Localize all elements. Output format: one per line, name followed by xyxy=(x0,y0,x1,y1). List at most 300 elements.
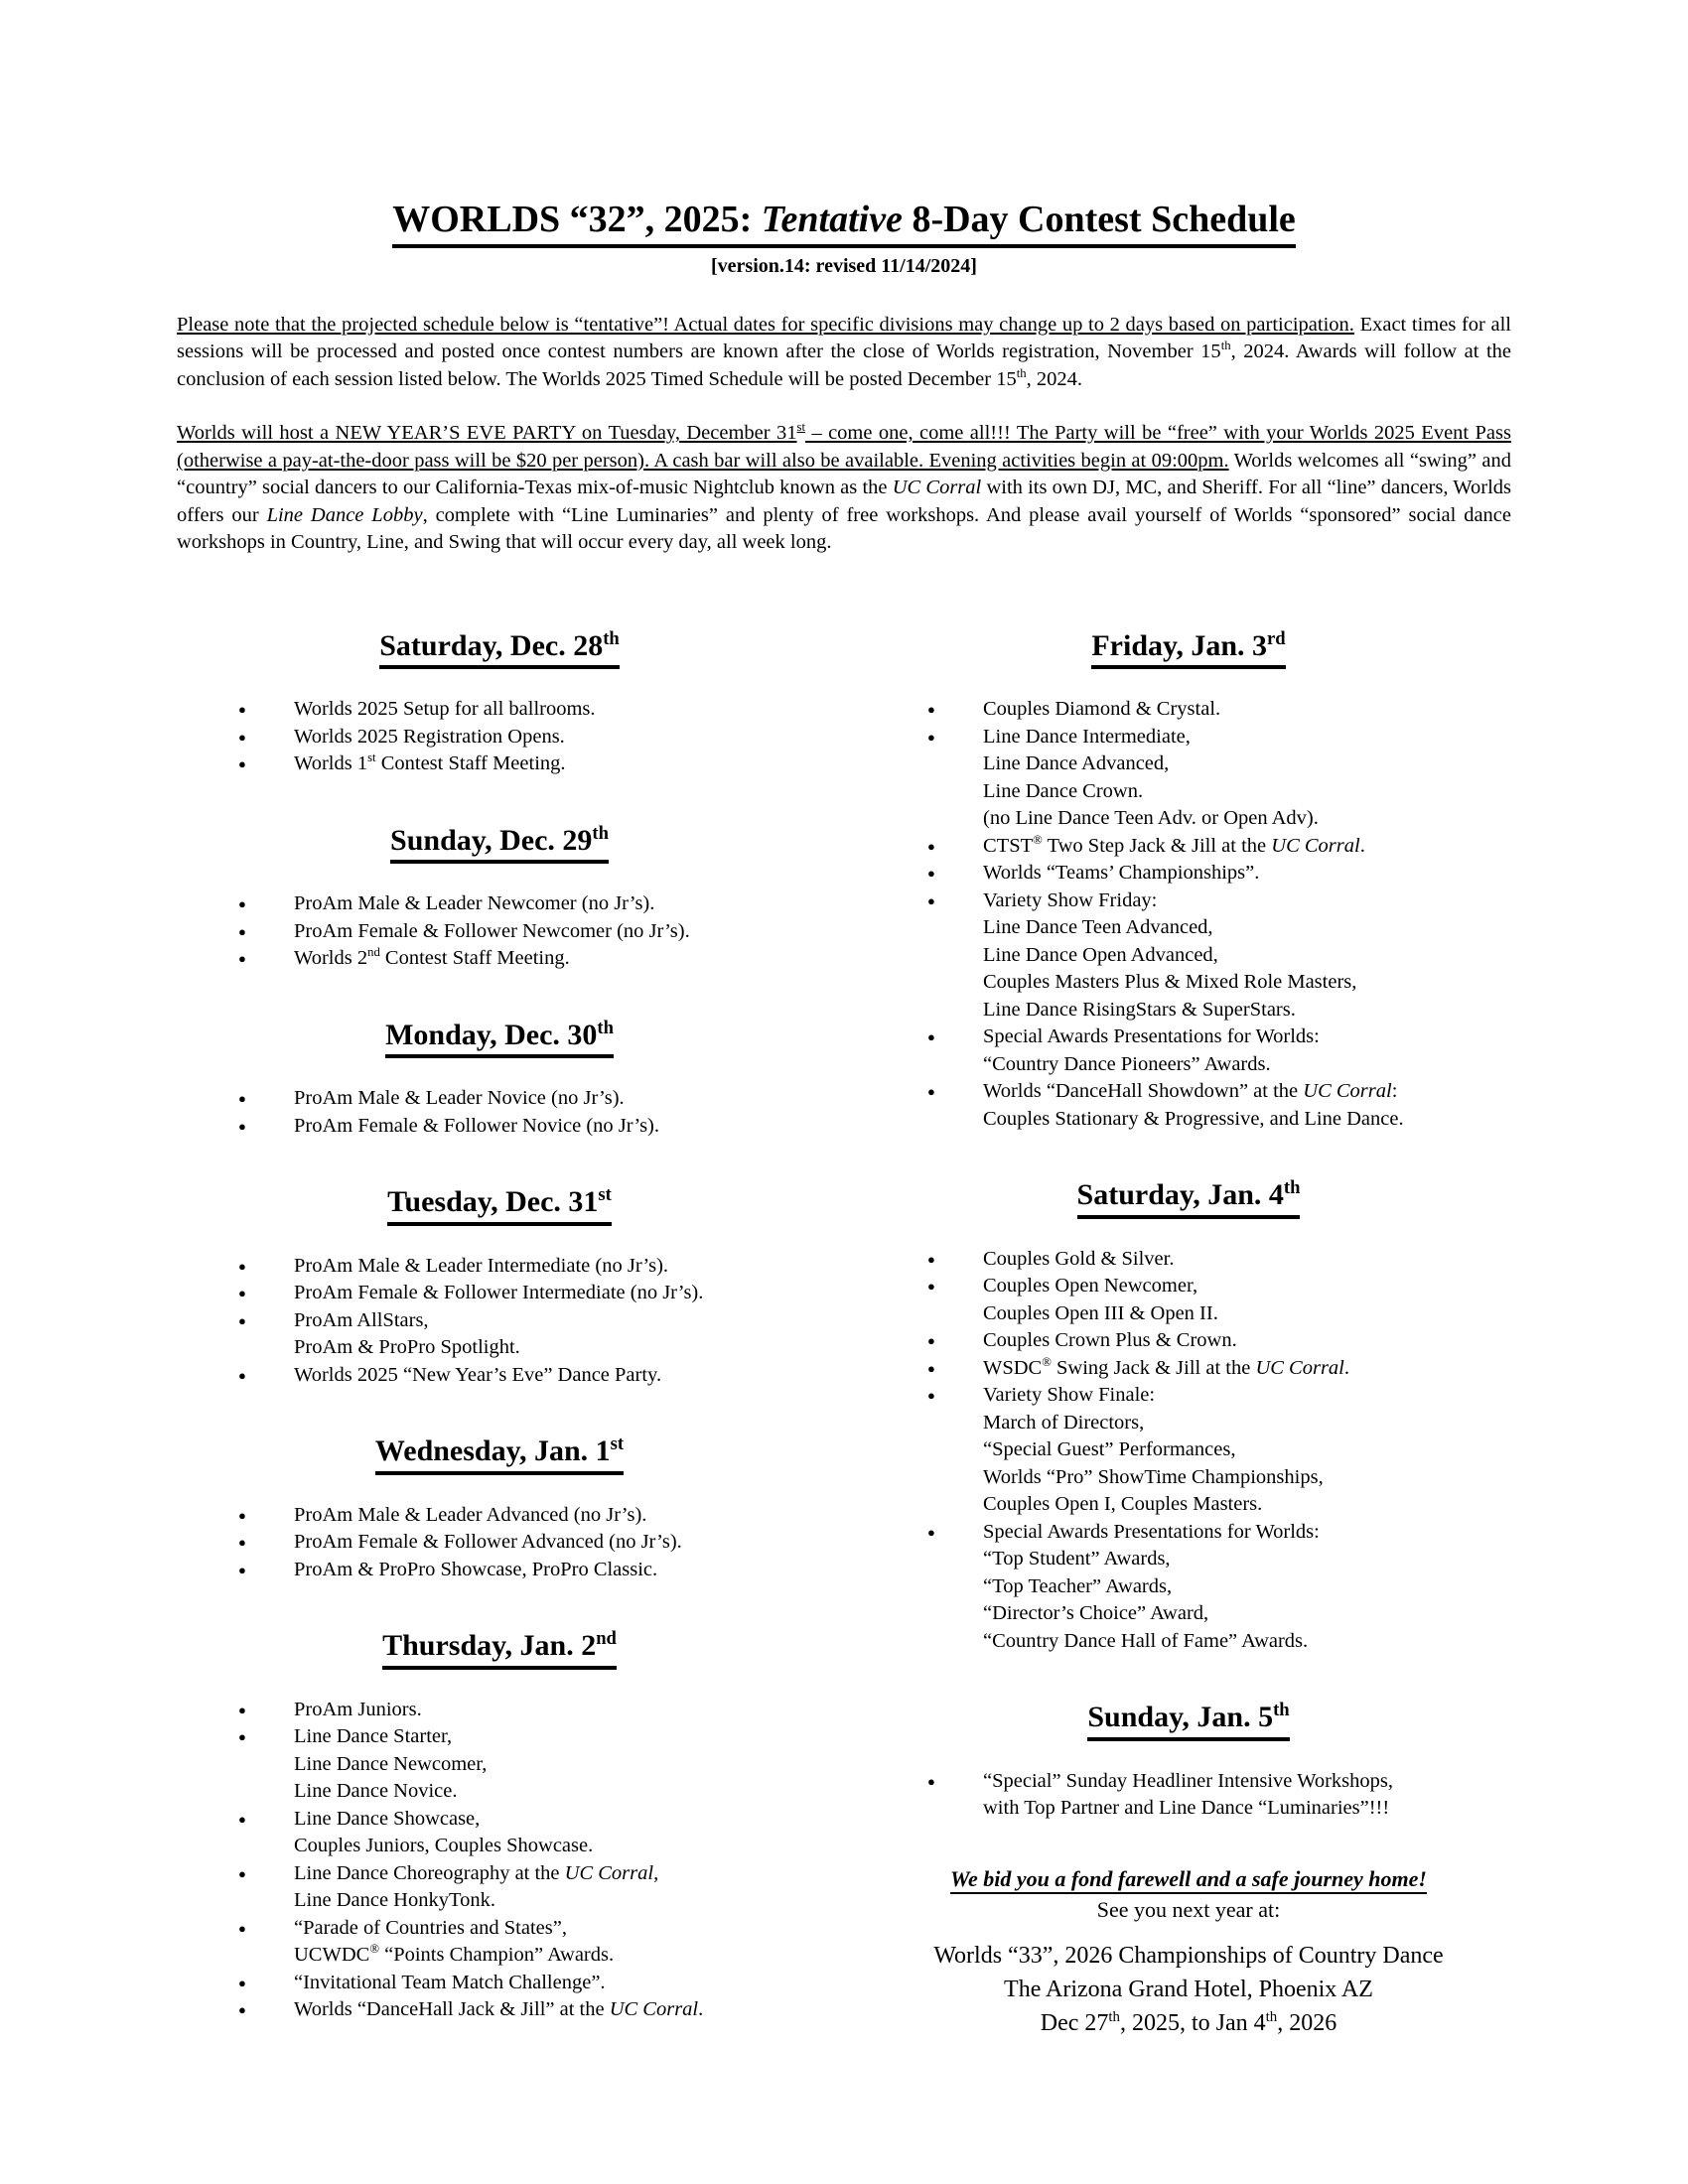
text-run: ProAm Male & Leader Advanced (no Jr’s). xyxy=(294,1503,647,1526)
item-line xyxy=(294,751,566,778)
text-run: th xyxy=(1108,2008,1120,2025)
item-line xyxy=(983,1382,1324,1410)
text-run: UC Corral, xyxy=(564,1861,659,1884)
schedule-item xyxy=(238,890,822,918)
text-run: UC Corral xyxy=(1255,1356,1344,1379)
bullet-icon: ● xyxy=(238,1865,246,1881)
item-line xyxy=(983,1519,1320,1547)
item-line xyxy=(983,1300,1218,1328)
bullet-icon: ● xyxy=(927,1029,935,1045)
item-line xyxy=(983,1273,1218,1300)
item-line xyxy=(294,1860,658,1888)
text-run: ProAm Female & Follower Intermediate (no Jr’s). xyxy=(294,1282,704,1304)
schedule-item xyxy=(238,1362,822,1390)
bullet-icon: ● xyxy=(238,1702,246,1717)
item-line xyxy=(983,1628,1320,1656)
next-year-line xyxy=(866,1939,1511,1973)
schedule-item xyxy=(238,918,822,946)
text-run: st xyxy=(367,751,376,765)
item-line xyxy=(294,1806,593,1834)
text-run: Line Dance Choreography at the xyxy=(294,1861,565,1884)
item-line xyxy=(983,1355,1349,1383)
text-run: March of Directors, xyxy=(983,1411,1145,1433)
text-run: Tentative xyxy=(761,199,903,240)
item-line xyxy=(983,1051,1320,1079)
text-run: nd xyxy=(596,1628,617,1650)
bullet-icon: ● xyxy=(238,1091,246,1107)
text-run: – come one, come all!!! The Party will be “free” with your Worlds 2025 Event Pass (otherwise a pay-at-the-door pass will be $20 per person). A cash bar will also be available. Evening activities begin at 09:00pm. xyxy=(177,422,1511,472)
text-run: ProAm & ProPro Showcase, ProPro Classic. xyxy=(294,1558,658,1580)
item-line xyxy=(983,1246,1174,1274)
schedule-item xyxy=(927,1382,1511,1519)
text-run: Couples Juniors, Couples Showcase. xyxy=(294,1835,594,1857)
schedule-item xyxy=(927,724,1511,833)
text-run: Saturday, Dec. 28 xyxy=(379,628,604,662)
schedule-item-list xyxy=(866,1768,1511,1823)
text-run: The Arizona Grand Hotel, Phoenix AZ xyxy=(1004,1976,1373,2002)
schedule-column-right xyxy=(866,584,1511,2040)
bullet-icon: ● xyxy=(927,1279,935,1295)
text-run: Worlds “Teams’ Championships”. xyxy=(983,862,1260,885)
item-line xyxy=(294,1996,703,2024)
text-run: Line Dance HonkyTonk. xyxy=(294,1889,495,1912)
text-run: “Top Student” Awards, xyxy=(983,1548,1171,1570)
schedule-item-text xyxy=(294,1557,657,1584)
schedule-item-text xyxy=(983,1382,1324,1519)
item-line xyxy=(294,1751,487,1779)
text-run: Line Dance Showcase, xyxy=(294,1807,481,1830)
item-line xyxy=(294,724,565,751)
item-line xyxy=(983,1600,1320,1628)
text-run: “Country Dance Pioneers” Awards. xyxy=(983,1052,1271,1075)
text-run: ProAm Male & Leader Novice (no Jr’s). xyxy=(294,1087,625,1110)
schedule-item-text xyxy=(294,1529,682,1557)
schedule-item xyxy=(927,1768,1511,1823)
text-run: UC Corral xyxy=(1303,1080,1392,1103)
schedule-item xyxy=(238,1697,822,1724)
bullet-icon: ● xyxy=(927,1251,935,1267)
item-line xyxy=(983,860,1259,887)
bullet-icon: ● xyxy=(238,1811,246,1827)
text-run: , 2024. xyxy=(1026,367,1083,390)
item-line xyxy=(294,1113,659,1141)
item-line xyxy=(983,942,1356,970)
text-run: Line Dance Intermediate, xyxy=(983,725,1191,748)
schedule-item-text xyxy=(294,1697,422,1724)
text-run: Couples Stationary & Progressive, and Line Dance. xyxy=(983,1107,1404,1130)
schedule-item-text xyxy=(983,887,1356,1024)
bullet-icon: ● xyxy=(927,1773,935,1789)
text-run: UC Corral xyxy=(1271,834,1360,857)
bullet-icon: ● xyxy=(238,923,246,939)
item-line xyxy=(294,1362,661,1390)
day-heading xyxy=(177,629,822,670)
text-run: “Country Dance Hall of Fame” Awards. xyxy=(983,1629,1309,1652)
intro xyxy=(177,312,1511,557)
schedule-item-text xyxy=(294,751,566,778)
schedule-item xyxy=(238,1113,822,1141)
text-run: . xyxy=(1359,834,1365,857)
item-line xyxy=(983,887,1356,915)
day-heading xyxy=(177,1019,822,1059)
text-run: “Director’s Choice” Award, xyxy=(983,1602,1209,1625)
day-heading xyxy=(866,1178,1511,1219)
text-run: st xyxy=(610,1433,625,1455)
text-run: with its own DJ, MC, and Sheriff. For all “line” dancers, Worlds offers our xyxy=(177,477,1511,526)
schedule-item xyxy=(927,1519,1511,1656)
bullet-icon: ● xyxy=(238,2002,246,2018)
day-heading xyxy=(177,824,822,865)
bullet-icon: ● xyxy=(238,1535,246,1551)
schedule-item xyxy=(238,1529,822,1557)
text-run: Thursday, Jan. 2 xyxy=(382,1629,597,1663)
bullet-icon: ● xyxy=(927,729,935,745)
text-run: WORLDS “32”, 2025: xyxy=(392,199,762,240)
text-run: Worlds 2025 “New Year’s Eve” Dance Party. xyxy=(294,1363,662,1386)
schedule-item-text xyxy=(983,1078,1404,1133)
item-line xyxy=(294,1970,606,1997)
bullet-icon: ● xyxy=(927,866,935,882)
item-line xyxy=(983,696,1220,724)
text-run: Line Dance RisingStars & SuperStars. xyxy=(983,998,1296,1021)
text-run: ® xyxy=(369,1942,379,1957)
text-run: Couples Diamond & Crystal. xyxy=(983,698,1221,721)
text-run: ® xyxy=(1033,832,1043,847)
text-run: , complete with “Line Luminaries” and plenty of free workshops. And please avail yourself of Worlds “sponsored” social dance workshops in Country, Line, and Swing that will occur every day, all week long. xyxy=(177,503,1512,554)
text-run: “Special Guest” Performances, xyxy=(983,1438,1236,1461)
text-run: rd xyxy=(1267,627,1286,649)
item-line xyxy=(294,1778,487,1806)
item-line xyxy=(294,1253,668,1281)
text-run: Line Dance Novice. xyxy=(294,1780,458,1803)
schedule-item-text xyxy=(983,1273,1218,1327)
schedule-item xyxy=(238,1502,822,1530)
schedule-item xyxy=(927,887,1511,1024)
schedule-item-text xyxy=(294,1502,646,1530)
item-line xyxy=(983,1078,1404,1106)
document-title xyxy=(392,199,1296,248)
schedule-item xyxy=(238,1806,822,1860)
text-run: Worlds 2 xyxy=(294,947,368,970)
item-line xyxy=(983,1410,1324,1437)
schedule-item xyxy=(238,1970,822,1997)
text-run: (no Line Dance Teen Adv. or Open Adv). xyxy=(983,807,1319,830)
schedule-item-text xyxy=(294,1970,606,1997)
intro-paragraph xyxy=(177,420,1511,557)
text-run: “Invitational Team Match Challenge”. xyxy=(294,1971,606,1993)
text-run: Line Dance Crown. xyxy=(983,779,1144,802)
schedule-item xyxy=(238,1996,822,2024)
schedule-item-text xyxy=(294,945,570,973)
text-run: Exact times for all sessions will be processed and posted once contest numbers are known after the close of Worlds registration, November 15 xyxy=(177,313,1511,363)
bullet-icon: ● xyxy=(238,951,246,967)
item-line xyxy=(294,1307,520,1335)
schedule-item xyxy=(927,860,1511,887)
bullet-icon: ● xyxy=(927,1524,935,1540)
item-line xyxy=(983,1546,1320,1573)
item-line xyxy=(983,1573,1320,1601)
text-run: ProAm Male & Leader Intermediate (no Jr’s). xyxy=(294,1254,669,1277)
bullet-icon: ● xyxy=(238,896,246,912)
text-run: with Top Partner and Line Dance “Luminaries”!!! xyxy=(983,1797,1390,1820)
version-line: [version.14: revised 11/14/2024] xyxy=(711,254,977,277)
text-run: “Special” Sunday Headliner Intensive Workshops, xyxy=(983,1769,1393,1792)
item-line xyxy=(294,1502,646,1530)
item-line xyxy=(294,1942,614,1970)
item-line xyxy=(983,1024,1320,1051)
item-line xyxy=(983,1768,1393,1796)
text-run: . xyxy=(1343,1356,1350,1379)
item-line xyxy=(294,1915,614,1943)
text-run: Couples Masters Plus & Mixed Role Masters, xyxy=(983,971,1357,994)
schedule-item-text xyxy=(294,1860,658,1915)
schedule-item xyxy=(927,1078,1511,1133)
bullet-icon: ● xyxy=(238,729,246,745)
item-line xyxy=(983,997,1356,1024)
day-heading-text xyxy=(379,629,620,670)
schedule-item xyxy=(927,1355,1511,1383)
schedule-item-text xyxy=(294,1915,614,1970)
text-run: , 2026 xyxy=(1277,2009,1337,2036)
text-run: UC Corral xyxy=(609,1998,699,2021)
text-run: Line Dance Starter, xyxy=(294,1725,453,1748)
text-run: Swing Jack & Jill at the xyxy=(1051,1356,1256,1379)
bullet-icon: ● xyxy=(238,1258,246,1274)
schedule-item-text xyxy=(294,1113,659,1141)
schedule-item xyxy=(927,1024,1511,1078)
schedule-item-text xyxy=(294,1806,593,1860)
schedule-item-list xyxy=(177,890,822,973)
item-line xyxy=(294,696,596,724)
schedule-item-list xyxy=(866,1246,1511,1656)
schedule-item xyxy=(927,1246,1511,1274)
text-run: Couples Open I, Couples Masters. xyxy=(983,1493,1263,1516)
text-run: Please note that the projected schedule below is “tentative”! Actual dates for specific divisions may change up to 2 days based on participation. xyxy=(177,313,1354,336)
item-line xyxy=(983,914,1356,942)
bullet-icon: ● xyxy=(927,1388,935,1404)
day-heading-text xyxy=(1087,1701,1289,1741)
text-run: Sunday, Jan. 5 xyxy=(1087,1701,1274,1734)
item-line xyxy=(294,945,570,973)
schedule-item-text xyxy=(294,1362,661,1390)
text-run: Line Dance Teen Advanced, xyxy=(983,916,1213,939)
text-run: Couples Open Newcomer, xyxy=(983,1275,1198,1297)
text-run: “Top Teacher” Awards, xyxy=(983,1574,1173,1597)
schedule-item-text xyxy=(983,1519,1320,1656)
text-run: , 2025, to Jan 4 xyxy=(1119,2009,1266,2036)
schedule-item xyxy=(238,1253,822,1281)
schedule-item xyxy=(238,696,822,724)
bullet-icon: ● xyxy=(238,1286,246,1301)
item-line xyxy=(983,1795,1393,1823)
item-line xyxy=(983,1327,1237,1355)
text-run: : xyxy=(1391,1080,1398,1103)
day-heading-text xyxy=(382,1629,617,1670)
text-run: ProAm AllStars, xyxy=(294,1308,429,1331)
schedule-columns xyxy=(177,584,1511,2040)
item-line xyxy=(983,969,1356,997)
schedule-item-text xyxy=(294,724,565,751)
text-run: “Points Champion” Awards. xyxy=(378,1944,615,1967)
schedule-column-left xyxy=(177,584,822,2040)
item-line xyxy=(294,1723,487,1751)
item-line xyxy=(983,724,1319,751)
text-run: . xyxy=(698,1998,704,2021)
text-run: ProAm Juniors. xyxy=(294,1698,422,1720)
schedule-item-text xyxy=(983,1246,1174,1274)
text-run: th xyxy=(592,822,609,844)
text-run: Worlds 2025 Registration Opens. xyxy=(294,725,565,748)
schedule-item-text xyxy=(294,1996,703,2024)
schedule-item-text xyxy=(983,1768,1393,1823)
text-run: Worlds will host a NEW YEAR’S EVE PARTY on Tuesday, December 31 xyxy=(177,422,797,445)
closing-block xyxy=(866,1866,1511,2040)
schedule-item xyxy=(238,1557,822,1584)
text-run: Friday, Jan. 3 xyxy=(1091,628,1268,662)
item-line xyxy=(294,890,654,918)
text-run: Line Dance Lobby xyxy=(266,503,423,526)
day-heading-text xyxy=(1077,1178,1301,1219)
schedule-item xyxy=(238,1723,822,1806)
text-run: th xyxy=(1283,1177,1301,1199)
bullet-icon: ● xyxy=(927,1360,935,1376)
text-run: Couples Open III & Open II. xyxy=(983,1301,1218,1324)
text-run: Worlds 2025 Setup for all ballrooms. xyxy=(294,698,596,721)
item-line xyxy=(294,1833,593,1860)
bullet-icon: ● xyxy=(238,1975,246,1990)
next-year-block xyxy=(866,1939,1511,2040)
schedule-item xyxy=(238,945,822,973)
schedule-item-text xyxy=(294,1280,703,1307)
text-run: th xyxy=(597,1017,614,1038)
bullet-icon: ● xyxy=(927,1084,935,1100)
schedule-item-list xyxy=(177,1697,822,2024)
item-line xyxy=(983,778,1319,806)
item-line xyxy=(983,751,1319,778)
text-run: Line Dance Open Advanced, xyxy=(983,943,1218,966)
schedule-item-text xyxy=(983,1327,1237,1355)
schedule-item xyxy=(238,1280,822,1307)
schedule-item-text xyxy=(294,890,654,918)
next-year-line xyxy=(866,2006,1511,2040)
day-heading xyxy=(866,1701,1511,1741)
bullet-icon: ● xyxy=(927,892,935,908)
text-run: Tuesday, Dec. 31 xyxy=(387,1185,599,1219)
bullet-icon: ● xyxy=(927,1333,935,1349)
item-line xyxy=(294,1887,658,1915)
schedule-item-list xyxy=(177,1253,822,1390)
schedule-item-text xyxy=(983,724,1319,833)
schedule-item-text xyxy=(294,918,690,946)
bullet-icon: ● xyxy=(927,838,935,854)
day-heading-text xyxy=(375,1434,624,1475)
bullet-icon: ● xyxy=(238,1920,246,1936)
text-run: Variety Show Friday: xyxy=(983,888,1158,911)
text-run: Worlds “33”, 2026 Championships of Country Dance xyxy=(933,1942,1444,1969)
text-run: ProAm Male & Leader Newcomer (no Jr’s). xyxy=(294,892,655,915)
item-line xyxy=(294,1557,657,1584)
text-run: WSDC xyxy=(983,1356,1043,1379)
schedule-item xyxy=(927,696,1511,724)
text-run: th xyxy=(1273,1700,1290,1721)
bullet-icon: ● xyxy=(238,756,246,772)
farewell-text: We bid you a fond farewell and a safe journey home! xyxy=(950,1866,1427,1894)
text-run: Line Dance Newcomer, xyxy=(294,1752,488,1775)
text-run: Contest Staff Meeting. xyxy=(379,947,570,970)
text-run: Sunday, Dec. 29 xyxy=(390,823,593,857)
schedule-item-text xyxy=(983,1355,1349,1383)
day-heading xyxy=(177,1185,822,1226)
text-run: ProAm & ProPro Spotlight. xyxy=(294,1336,520,1359)
text-run: st xyxy=(796,420,805,435)
text-run: UCWDC xyxy=(294,1944,370,1967)
text-run: Worlds welcomes all “swing” and “country” social dancers to our California-Texas mix-of-music Nightclub known as the xyxy=(177,449,1511,499)
day-heading xyxy=(177,1434,822,1475)
farewell-line xyxy=(866,1866,1511,1892)
text-run: Special Awards Presentations for Worlds: xyxy=(983,1520,1320,1543)
text-run: , 2024. Awards will follow at the conclusion of each session listed below. The Worlds 2025 Timed Schedule will be posted December 15 xyxy=(177,341,1511,390)
text-run: Contest Staff Meeting. xyxy=(375,752,566,775)
schedule-item xyxy=(927,1273,1511,1327)
title-wrap xyxy=(177,199,1511,248)
schedule-item xyxy=(238,1860,822,1915)
text-run: th xyxy=(1265,2008,1278,2025)
schedule-item-text xyxy=(983,1024,1320,1078)
text-run: nd xyxy=(367,945,380,960)
bullet-icon: ● xyxy=(927,702,935,718)
schedule-item xyxy=(238,1085,822,1113)
text-run: ProAm Female & Follower Novice (no Jr’s). xyxy=(294,1114,659,1137)
text-run: Dec 27 xyxy=(1040,2009,1109,2036)
text-run: Saturday, Jan. 4 xyxy=(1076,1178,1284,1212)
schedule-item-text xyxy=(294,696,596,724)
text-run: ProAm Female & Follower Newcomer (no Jr’s). xyxy=(294,919,690,942)
schedule-item-list xyxy=(866,696,1511,1133)
item-line xyxy=(294,1280,703,1307)
text-run: ® xyxy=(1042,1354,1052,1369)
day-heading-text xyxy=(390,824,609,865)
item-line xyxy=(294,1334,520,1362)
schedule-item xyxy=(927,833,1511,861)
day-heading-text xyxy=(387,1185,612,1226)
schedule-item-text xyxy=(983,860,1259,887)
see-you-line: See you next year at: xyxy=(1096,1896,1281,1922)
text-run: 8-Day Contest Schedule xyxy=(902,199,1296,240)
schedule-item-list xyxy=(177,1502,822,1584)
item-line xyxy=(983,1491,1324,1519)
bullet-icon: ● xyxy=(238,1367,246,1383)
text-run: Worlds “DanceHall Jack & Jill” at the xyxy=(294,1998,610,2021)
bullet-icon: ● xyxy=(238,1507,246,1523)
text-run: th xyxy=(1016,365,1027,380)
next-year-line xyxy=(866,1973,1511,2006)
text-run: Variety Show Finale: xyxy=(983,1384,1156,1407)
schedule-item-text xyxy=(294,1085,625,1113)
text-run: Monday, Dec. 30 xyxy=(385,1018,598,1051)
item-line xyxy=(983,1464,1324,1492)
bullet-icon: ● xyxy=(238,1312,246,1328)
text-run: Line Dance Advanced, xyxy=(983,752,1170,775)
text-run: Worlds 1 xyxy=(294,752,368,775)
text-run: Two Step Jack & Jill at the xyxy=(1042,834,1272,857)
bullet-icon: ● xyxy=(238,702,246,718)
item-line xyxy=(983,1106,1404,1134)
text-run: ProAm Female & Follower Advanced (no Jr’s). xyxy=(294,1531,682,1554)
day-heading xyxy=(177,1629,822,1670)
schedule-item-text xyxy=(294,1307,520,1362)
schedule-item xyxy=(238,724,822,751)
item-line xyxy=(294,1529,682,1557)
